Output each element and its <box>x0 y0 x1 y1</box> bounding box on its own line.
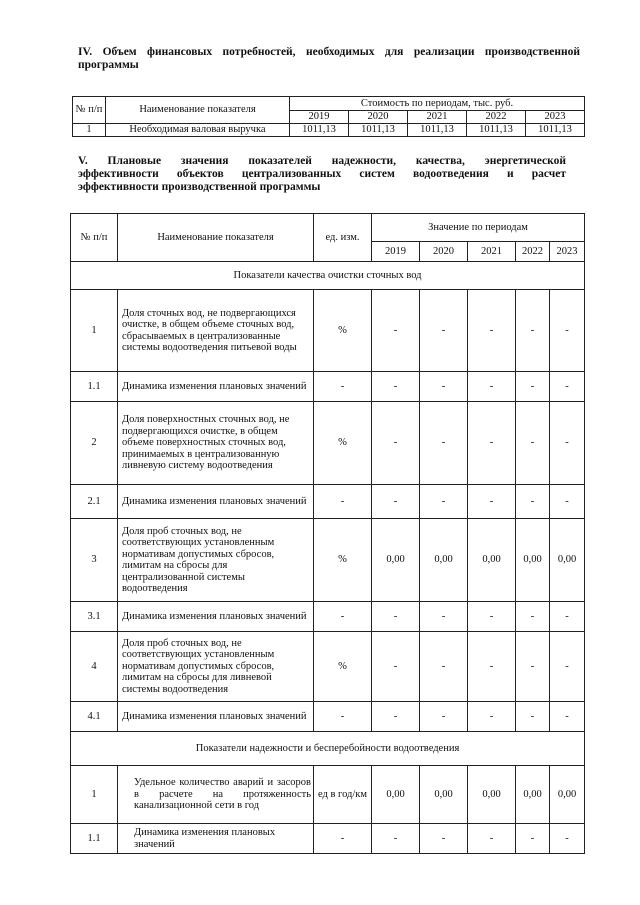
row-value: 0,00 <box>550 766 585 824</box>
row-value: - <box>420 602 468 632</box>
row-value: - <box>516 290 550 372</box>
section-iv-heading-line: программы <box>78 59 139 71</box>
row-name: Динамика изменения плановых значений <box>118 372 314 402</box>
row-name: Динамика изменения плановых значений <box>118 702 314 732</box>
row-value: - <box>550 485 585 519</box>
row-value: 0,00 <box>516 766 550 824</box>
row-value: 0,00 <box>372 766 420 824</box>
row-value: - <box>468 485 516 519</box>
section-v-heading <box>78 155 566 194</box>
row-value: - <box>516 485 550 519</box>
row-num: 3.1 <box>71 602 118 632</box>
row-value: 0,00 <box>420 519 468 602</box>
row-value: - <box>550 632 585 702</box>
row-name: Динамика изменения плановых значений <box>118 485 314 519</box>
row-value: - <box>420 702 468 732</box>
row-name: Доля сточных вод, не подвергающихся очистке, в общем объеме сточных вод, сбрасываемых в централизованные системы водоотведения питьевой воды <box>118 290 314 372</box>
row-value: - <box>468 602 516 632</box>
row-name: Доля проб сточных вод, не соответствующих установленным нормативам допустимых сбросов, лимитам на сбросы для ливневой системы водоотведения <box>118 632 314 702</box>
col-header-num: № п/п <box>73 97 106 124</box>
row-value: - <box>468 824 516 854</box>
row-num: 4 <box>71 632 118 702</box>
year-header: 2020 <box>420 242 468 262</box>
row-value: 1011,13 <box>290 124 349 137</box>
row-name: Необходимая валовая выручка <box>106 124 290 137</box>
year-header: 2019 <box>372 242 420 262</box>
row-value: - <box>372 402 420 485</box>
year-header: 2022 <box>467 111 526 124</box>
year-header: 2021 <box>468 242 516 262</box>
year-header: 2020 <box>349 111 408 124</box>
col-header-periods: Значение по периодам <box>372 214 585 242</box>
row-value: - <box>550 824 585 854</box>
row-name: Динамика изменения плановых значений <box>118 602 314 632</box>
row-value: - <box>550 290 585 372</box>
row-value: 0,00 <box>468 766 516 824</box>
group-title-reliability: Показатели надежности и бесперебойности водоотведения <box>71 732 585 766</box>
row-num: 1.1 <box>71 372 118 402</box>
row-unit: % <box>314 402 372 485</box>
row-unit: - <box>314 824 372 854</box>
row-value: - <box>372 290 420 372</box>
table-row <box>71 290 585 372</box>
table-row <box>71 402 585 485</box>
row-value: 0,00 <box>420 766 468 824</box>
row-value: - <box>468 290 516 372</box>
row-value: - <box>420 290 468 372</box>
col-header-name: Наименование показателя <box>118 214 314 262</box>
row-value: 1011,13 <box>408 124 467 137</box>
table-row <box>71 519 585 602</box>
row-value: - <box>468 372 516 402</box>
table-row <box>73 124 585 137</box>
year-header: 2021 <box>408 111 467 124</box>
row-value: - <box>372 485 420 519</box>
row-value: - <box>550 372 585 402</box>
table-row <box>71 702 585 732</box>
table-row <box>71 766 585 824</box>
row-unit: % <box>314 519 372 602</box>
row-value: 1011,13 <box>467 124 526 137</box>
row-value: - <box>550 602 585 632</box>
row-value: - <box>468 702 516 732</box>
section-v-heading-line: V. Плановые значения показателей надежности, качества, энергетической <box>78 155 566 167</box>
section-iv-heading-line: IV. Объем финансовых потребностей, необходимых для реализации производственной <box>78 46 580 58</box>
section-iv-heading <box>78 46 580 72</box>
row-value: - <box>468 402 516 485</box>
row-value: 1011,13 <box>349 124 408 137</box>
row-value: - <box>516 702 550 732</box>
col-header-unit: ед. изм. <box>314 214 372 262</box>
col-header-cost: Стоимость по периодам, тыс. руб. <box>290 97 585 111</box>
row-value: - <box>420 485 468 519</box>
row-value: - <box>420 824 468 854</box>
row-unit: % <box>314 290 372 372</box>
col-header-name: Наименование показателя <box>106 97 290 124</box>
row-value: 0,00 <box>516 519 550 602</box>
row-value: - <box>420 402 468 485</box>
row-num: 4.1 <box>71 702 118 732</box>
row-name: Доля проб сточных вод, не соответствующих установленным нормативам допустимых сбросов, лимитам на сбросы для централизованной системы водоотведения <box>118 519 314 602</box>
row-num: 1 <box>73 124 106 137</box>
row-value: 0,00 <box>372 519 420 602</box>
row-unit: - <box>314 372 372 402</box>
indicators-table <box>70 213 585 854</box>
row-value: 0,00 <box>550 519 585 602</box>
group-title-quality: Показатели качества очистки сточных вод <box>71 262 585 290</box>
row-num: 1 <box>71 290 118 372</box>
row-value: 1011,13 <box>526 124 585 137</box>
row-num: 3 <box>71 519 118 602</box>
financial-needs-table <box>72 96 585 137</box>
row-unit: - <box>314 602 372 632</box>
table-row <box>71 824 585 854</box>
row-unit: - <box>314 485 372 519</box>
col-header-num: № п/п <box>71 214 118 262</box>
row-num: 1 <box>71 766 118 824</box>
row-value: - <box>516 602 550 632</box>
row-value: - <box>550 702 585 732</box>
year-header: 2023 <box>526 111 585 124</box>
row-value: - <box>516 402 550 485</box>
row-num: 2 <box>71 402 118 485</box>
row-value: - <box>516 372 550 402</box>
table-row <box>71 602 585 632</box>
year-header: 2022 <box>516 242 550 262</box>
row-unit: % <box>314 632 372 702</box>
row-value: - <box>372 632 420 702</box>
year-header: 2023 <box>550 242 585 262</box>
row-unit: - <box>314 702 372 732</box>
row-name: Динамика изменения плановых значений <box>118 824 314 854</box>
section-v-heading-line: эффективности объектов централизованных систем водоотведения и расчет <box>78 168 566 180</box>
table-row <box>71 372 585 402</box>
row-value: - <box>550 402 585 485</box>
row-value: - <box>372 602 420 632</box>
section-v-heading-line: эффективности производственной программы <box>78 181 321 193</box>
row-value: - <box>420 372 468 402</box>
row-value: - <box>468 632 516 702</box>
row-value: - <box>372 824 420 854</box>
row-value: - <box>372 372 420 402</box>
row-unit: ед в год/км <box>314 766 372 824</box>
row-value: - <box>372 702 420 732</box>
row-name: Доля поверхностных сточных вод, не подвергающихся очистке, в общем объеме поверхностных сточных вод, принимаемых в централизованную ливневую систему водоотведения <box>118 402 314 485</box>
row-num: 1.1 <box>71 824 118 854</box>
year-header: 2019 <box>290 111 349 124</box>
table-row <box>71 485 585 519</box>
row-value: - <box>420 632 468 702</box>
row-value: - <box>516 632 550 702</box>
row-name: Удельное количество аварий и засоров в расчете на протяженность канализационной сети в год <box>118 766 314 824</box>
row-value: 0,00 <box>468 519 516 602</box>
row-num: 2.1 <box>71 485 118 519</box>
table-row <box>71 632 585 702</box>
row-value: - <box>516 824 550 854</box>
